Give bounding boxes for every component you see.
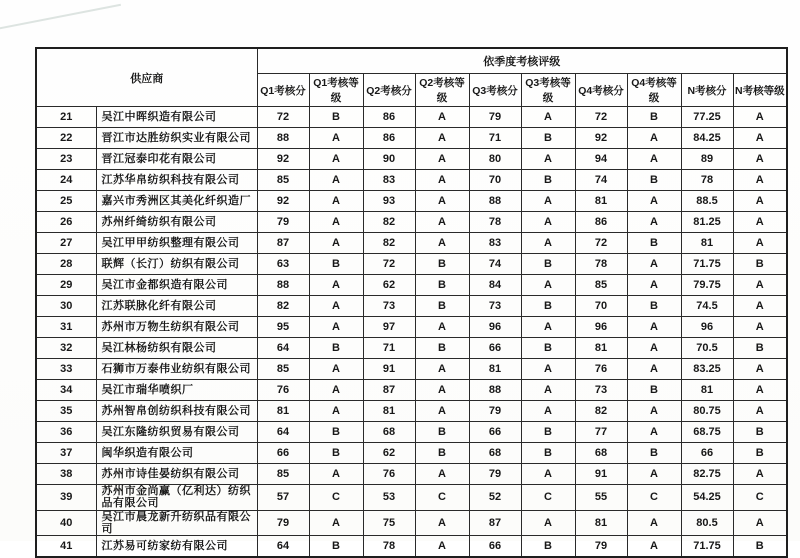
score-cell-Q1考核分: 95 xyxy=(257,317,309,338)
score-cell-N考核分: 84.25 xyxy=(681,128,733,149)
supplier-name: 江苏联脉化纤有限公司 xyxy=(96,296,257,317)
score-cell-Q1考核等级: A xyxy=(309,464,363,485)
table-row xyxy=(36,380,787,401)
supplier-name: 苏州纤绮纺织有限公司 xyxy=(96,212,257,233)
score-cell-N考核等级: A xyxy=(733,380,787,401)
score-cell-Q4考核分: 81 xyxy=(575,191,627,212)
supplier-name: 石狮市万泰伟业纺织有限公司 xyxy=(96,359,257,380)
score-cell-Q2考核等级: A xyxy=(415,128,469,149)
score-cell-N考核等级: C xyxy=(733,485,787,511)
score-cell-Q3考核等级: A xyxy=(521,510,575,536)
score-cell-Q2考核分: 62 xyxy=(363,275,415,296)
score-cell-Q2考核等级: A xyxy=(415,536,469,558)
score-cell-Q2考核等级: B xyxy=(415,296,469,317)
score-cell-Q1考核等级: A xyxy=(309,380,363,401)
score-cell-N考核分: 70.5 xyxy=(681,338,733,359)
score-cell-Q4考核等级: B xyxy=(627,107,681,128)
score-cell-N考核分: 96 xyxy=(681,317,733,338)
score-cell-Q2考核等级: A xyxy=(415,380,469,401)
score-cell-N考核分: 82.75 xyxy=(681,464,733,485)
row-number: 24 xyxy=(36,170,96,191)
score-cell-Q4考核分: 76 xyxy=(575,359,627,380)
table-row xyxy=(36,170,787,191)
score-cell-Q2考核分: 78 xyxy=(363,536,415,558)
table-row xyxy=(36,338,787,359)
score-cell-N考核等级: A xyxy=(733,464,787,485)
score-cell-Q1考核等级: A xyxy=(309,149,363,170)
score-cell-Q2考核分: 72 xyxy=(363,254,415,275)
score-cell-Q3考核分: 87 xyxy=(469,510,521,536)
score-cell-Q1考核等级: A xyxy=(309,233,363,254)
score-cell-Q1考核分: 87 xyxy=(257,233,309,254)
score-cell-Q1考核分: 66 xyxy=(257,443,309,464)
score-cell-N考核等级: A xyxy=(733,317,787,338)
score-cell-Q3考核等级: B xyxy=(521,536,575,558)
supplier-name: 吴江市晨龙新升纺织品有限公司 xyxy=(96,510,257,536)
score-cell-N考核等级: B xyxy=(733,254,787,275)
score-cell-Q3考核分: 66 xyxy=(469,536,521,558)
column-header-7: Q4考核等级 xyxy=(627,74,681,107)
table-row xyxy=(36,275,787,296)
score-cell-Q2考核分: 93 xyxy=(363,191,415,212)
score-cell-Q3考核分: 68 xyxy=(469,443,521,464)
score-cell-Q1考核等级: A xyxy=(309,510,363,536)
score-cell-Q1考核分: 92 xyxy=(257,191,309,212)
score-cell-Q1考核等级: B xyxy=(309,254,363,275)
table-row xyxy=(36,296,787,317)
table-row xyxy=(36,107,787,128)
supplier-name: 晋江市达胜纺织实业有限公司 xyxy=(96,128,257,149)
score-cell-Q2考核分: 87 xyxy=(363,380,415,401)
score-cell-N考核分: 78 xyxy=(681,170,733,191)
score-cell-Q4考核等级: A xyxy=(627,275,681,296)
score-cell-Q2考核等级: A xyxy=(415,317,469,338)
table-row xyxy=(36,510,787,536)
score-cell-Q3考核分: 80 xyxy=(469,149,521,170)
score-cell-Q2考核分: 97 xyxy=(363,317,415,338)
supplier-name: 苏州智帛创纺织科技有限公司 xyxy=(96,401,257,422)
supplier-name: 吴江甲甲纺织整理有限公司 xyxy=(96,233,257,254)
score-cell-Q1考核等级: A xyxy=(309,212,363,233)
score-cell-Q4考核等级: A xyxy=(627,317,681,338)
score-cell-N考核等级: A xyxy=(733,510,787,536)
score-cell-Q3考核等级: B xyxy=(521,128,575,149)
score-cell-Q2考核等级: A xyxy=(415,233,469,254)
score-cell-Q2考核等级: A xyxy=(415,401,469,422)
score-cell-Q4考核等级: A xyxy=(627,338,681,359)
score-cell-Q1考核等级: A xyxy=(309,359,363,380)
score-cell-Q4考核等级: B xyxy=(627,296,681,317)
score-cell-Q4考核分: 70 xyxy=(575,296,627,317)
table-row xyxy=(36,191,787,212)
supplier-name: 联辉（长汀）纺织有限公司 xyxy=(96,254,257,275)
score-cell-Q3考核等级: B xyxy=(521,296,575,317)
score-cell-Q2考核分: 82 xyxy=(363,233,415,254)
row-number: 38 xyxy=(36,464,96,485)
table-row xyxy=(36,149,787,170)
score-cell-Q2考核等级: A xyxy=(415,149,469,170)
score-cell-Q3考核等级: A xyxy=(521,380,575,401)
score-cell-Q2考核分: 86 xyxy=(363,128,415,149)
score-cell-N考核分: 54.25 xyxy=(681,485,733,511)
table-row xyxy=(36,254,787,275)
row-number: 40 xyxy=(36,510,96,536)
score-cell-N考核等级: A xyxy=(733,191,787,212)
score-cell-N考核等级: B xyxy=(733,536,787,558)
score-cell-N考核分: 81.25 xyxy=(681,212,733,233)
score-cell-Q1考核分: 64 xyxy=(257,422,309,443)
supplier-name: 闽华织造有限公司 xyxy=(96,443,257,464)
score-cell-Q1考核分: 81 xyxy=(257,401,309,422)
row-number: 36 xyxy=(36,422,96,443)
score-cell-Q4考核等级: A xyxy=(627,149,681,170)
score-cell-N考核分: 80.5 xyxy=(681,510,733,536)
score-cell-Q4考核分: 72 xyxy=(575,233,627,254)
column-header-4: Q3考核分 xyxy=(469,74,521,107)
column-header-3: Q2考核等级 xyxy=(415,74,469,107)
score-cell-Q3考核等级: A xyxy=(521,275,575,296)
score-cell-Q4考核等级: B xyxy=(627,380,681,401)
row-number: 41 xyxy=(36,536,96,558)
score-cell-Q3考核等级: A xyxy=(521,191,575,212)
score-cell-N考核等级: A xyxy=(733,107,787,128)
score-cell-Q3考核分: 81 xyxy=(469,359,521,380)
score-cell-Q4考核等级: A xyxy=(627,359,681,380)
score-cell-Q3考核等级: B xyxy=(521,422,575,443)
score-cell-Q4考核等级: A xyxy=(627,212,681,233)
score-cell-Q3考核等级: A xyxy=(521,464,575,485)
score-cell-Q2考核等级: A xyxy=(415,464,469,485)
row-number: 23 xyxy=(36,149,96,170)
score-cell-Q2考核等级: B xyxy=(415,422,469,443)
row-number: 29 xyxy=(36,275,96,296)
score-cell-Q3考核等级: A xyxy=(521,359,575,380)
score-cell-N考核等级: A xyxy=(733,275,787,296)
supplier-name: 吴江市金都织造有限公司 xyxy=(96,275,257,296)
row-number: 31 xyxy=(36,317,96,338)
score-cell-N考核等级: A xyxy=(733,212,787,233)
score-cell-Q3考核分: 71 xyxy=(469,128,521,149)
row-number: 21 xyxy=(36,107,96,128)
score-cell-Q1考核分: 82 xyxy=(257,296,309,317)
score-cell-Q4考核分: 86 xyxy=(575,212,627,233)
row-number: 26 xyxy=(36,212,96,233)
score-cell-Q3考核等级: C xyxy=(521,485,575,511)
score-cell-N考核分: 74.5 xyxy=(681,296,733,317)
score-cell-Q1考核等级: A xyxy=(309,401,363,422)
score-cell-Q3考核分: 96 xyxy=(469,317,521,338)
table-row xyxy=(36,401,787,422)
score-cell-Q3考核分: 79 xyxy=(469,401,521,422)
score-cell-Q2考核等级: A xyxy=(415,510,469,536)
score-cell-N考核分: 81 xyxy=(681,233,733,254)
score-cell-Q3考核分: 74 xyxy=(469,254,521,275)
score-cell-Q4考核等级: A xyxy=(627,191,681,212)
score-cell-Q3考核等级: A xyxy=(521,233,575,254)
score-cell-N考核分: 79.75 xyxy=(681,275,733,296)
score-cell-Q3考核分: 73 xyxy=(469,296,521,317)
row-number: 33 xyxy=(36,359,96,380)
table-body xyxy=(36,107,787,558)
supplier-name: 吴江东隆纺织贸易有限公司 xyxy=(96,422,257,443)
score-cell-Q3考核等级: A xyxy=(521,107,575,128)
score-cell-Q1考核等级: B xyxy=(309,338,363,359)
score-cell-Q3考核分: 84 xyxy=(469,275,521,296)
table-row xyxy=(36,422,787,443)
row-number: 28 xyxy=(36,254,96,275)
score-cell-Q2考核等级: B xyxy=(415,275,469,296)
table-row xyxy=(36,212,787,233)
score-cell-N考核分: 71.75 xyxy=(681,536,733,558)
score-cell-Q1考核等级: A xyxy=(309,191,363,212)
score-cell-Q1考核分: 85 xyxy=(257,170,309,191)
score-cell-Q1考核分: 64 xyxy=(257,338,309,359)
column-header-1: Q1考核等级 xyxy=(309,74,363,107)
score-cell-Q1考核等级: B xyxy=(309,443,363,464)
score-cell-N考核分: 88.5 xyxy=(681,191,733,212)
score-cell-Q2考核分: 86 xyxy=(363,107,415,128)
score-cell-Q3考核等级: B xyxy=(521,254,575,275)
score-cell-Q2考核等级: A xyxy=(415,359,469,380)
score-cell-Q4考核分: 73 xyxy=(575,380,627,401)
supplier-name: 晋江冠泰印花有限公司 xyxy=(96,149,257,170)
table-row xyxy=(36,359,787,380)
score-cell-Q4考核分: 68 xyxy=(575,443,627,464)
table-row xyxy=(36,464,787,485)
score-cell-Q1考核分: 92 xyxy=(257,149,309,170)
supplier-name: 吴江市瑞华喷织厂 xyxy=(96,380,257,401)
row-number: 22 xyxy=(36,128,96,149)
score-cell-Q3考核分: 70 xyxy=(469,170,521,191)
score-cell-Q1考核等级: A xyxy=(309,317,363,338)
score-cell-Q3考核等级: A xyxy=(521,401,575,422)
quarterly-rating-header-cell: 依季度考核评级 xyxy=(257,48,787,74)
score-cell-Q4考核分: 91 xyxy=(575,464,627,485)
score-cell-Q3考核分: 88 xyxy=(469,191,521,212)
score-cell-Q1考核等级: C xyxy=(309,485,363,511)
score-cell-Q1考核分: 79 xyxy=(257,212,309,233)
supplier-name: 吴江中晖织造有限公司 xyxy=(96,107,257,128)
score-cell-Q3考核分: 79 xyxy=(469,107,521,128)
score-cell-N考核等级: A xyxy=(733,359,787,380)
score-cell-Q1考核等级: A xyxy=(309,275,363,296)
column-header-8: N考核分 xyxy=(681,74,733,107)
score-cell-Q4考核分: 85 xyxy=(575,275,627,296)
score-cell-Q4考核等级: B xyxy=(627,233,681,254)
supplier-name: 苏州市诗佳晏纺织有限公司 xyxy=(96,464,257,485)
score-cell-Q2考核等级: B xyxy=(415,338,469,359)
score-cell-Q4考核等级: A xyxy=(627,464,681,485)
score-cell-Q4考核分: 77 xyxy=(575,422,627,443)
score-cell-Q3考核分: 66 xyxy=(469,422,521,443)
score-cell-Q4考核等级: A xyxy=(627,422,681,443)
score-cell-N考核分: 89 xyxy=(681,149,733,170)
score-cell-N考核等级: B xyxy=(733,338,787,359)
score-cell-Q2考核等级: B xyxy=(415,443,469,464)
score-cell-Q2考核分: 76 xyxy=(363,464,415,485)
column-header-6: Q4考核分 xyxy=(575,74,627,107)
score-cell-Q2考核等级: A xyxy=(415,212,469,233)
score-cell-Q2考核分: 62 xyxy=(363,443,415,464)
score-cell-N考核分: 71.75 xyxy=(681,254,733,275)
supplier-name: 苏州市金尚赢（亿利达）纺织品有限公司 xyxy=(96,485,257,511)
score-cell-Q3考核等级: A xyxy=(521,317,575,338)
supplier-name: 嘉兴市秀洲区其美化纤织造厂 xyxy=(96,191,257,212)
score-cell-N考核等级: A xyxy=(733,128,787,149)
score-cell-Q3考核分: 52 xyxy=(469,485,521,511)
score-cell-N考核等级: A xyxy=(733,233,787,254)
score-cell-Q2考核分: 90 xyxy=(363,149,415,170)
score-cell-Q2考核分: 82 xyxy=(363,212,415,233)
row-number: 30 xyxy=(36,296,96,317)
supplier-name: 江苏华帛纺织科技有限公司 xyxy=(96,170,257,191)
score-cell-Q2考核等级: A xyxy=(415,170,469,191)
score-cell-Q2考核分: 68 xyxy=(363,422,415,443)
supplier-name: 吴江林杨纺织有限公司 xyxy=(96,338,257,359)
column-header-2: Q2考核分 xyxy=(363,74,415,107)
row-number: 25 xyxy=(36,191,96,212)
score-cell-N考核分: 83.25 xyxy=(681,359,733,380)
score-cell-Q4考核分: 81 xyxy=(575,338,627,359)
supplier-name: 苏州市万物生纺织有限公司 xyxy=(96,317,257,338)
table-row xyxy=(36,485,787,511)
row-number: 39 xyxy=(36,485,96,511)
score-cell-Q1考核分: 72 xyxy=(257,107,309,128)
score-cell-Q2考核分: 75 xyxy=(363,510,415,536)
row-number: 35 xyxy=(36,401,96,422)
score-cell-N考核分: 80.75 xyxy=(681,401,733,422)
score-cell-Q2考核分: 91 xyxy=(363,359,415,380)
score-cell-Q1考核等级: A xyxy=(309,296,363,317)
score-cell-Q1考核等级: A xyxy=(309,128,363,149)
score-cell-N考核等级: A xyxy=(733,296,787,317)
score-cell-Q4考核分: 79 xyxy=(575,536,627,558)
score-cell-Q1考核分: 85 xyxy=(257,464,309,485)
column-header-5: Q3考核等级 xyxy=(521,74,575,107)
score-cell-N考核分: 68.75 xyxy=(681,422,733,443)
score-cell-Q4考核分: 82 xyxy=(575,401,627,422)
score-cell-Q4考核分: 74 xyxy=(575,170,627,191)
score-cell-Q4考核分: 96 xyxy=(575,317,627,338)
score-cell-Q3考核分: 79 xyxy=(469,464,521,485)
score-cell-N考核分: 66 xyxy=(681,443,733,464)
score-cell-N考核等级: A xyxy=(733,149,787,170)
group-header-row xyxy=(36,48,787,74)
score-cell-N考核等级: A xyxy=(733,170,787,191)
score-cell-Q2考核分: 53 xyxy=(363,485,415,511)
score-cell-Q4考核等级: A xyxy=(627,510,681,536)
score-cell-Q4考核等级: C xyxy=(627,485,681,511)
score-cell-Q3考核分: 83 xyxy=(469,233,521,254)
score-cell-Q2考核等级: C xyxy=(415,485,469,511)
score-cell-Q4考核分: 92 xyxy=(575,128,627,149)
score-cell-Q4考核分: 94 xyxy=(575,149,627,170)
row-number: 37 xyxy=(36,443,96,464)
table-row xyxy=(36,317,787,338)
score-cell-Q3考核等级: B xyxy=(521,338,575,359)
score-cell-N考核分: 77.25 xyxy=(681,107,733,128)
score-cell-Q2考核分: 73 xyxy=(363,296,415,317)
score-cell-Q4考核等级: A xyxy=(627,536,681,558)
score-cell-Q4考核等级: B xyxy=(627,170,681,191)
score-cell-Q3考核分: 66 xyxy=(469,338,521,359)
score-cell-Q1考核分: 79 xyxy=(257,510,309,536)
score-cell-Q4考核等级: A xyxy=(627,401,681,422)
score-cell-Q4考核分: 78 xyxy=(575,254,627,275)
supplier-name: 江苏易可纺家纺有限公司 xyxy=(96,536,257,558)
score-cell-Q1考核分: 64 xyxy=(257,536,309,558)
score-cell-Q1考核分: 85 xyxy=(257,359,309,380)
score-cell-Q4考核等级: A xyxy=(627,254,681,275)
score-cell-Q3考核等级: A xyxy=(521,149,575,170)
score-cell-Q1考核等级: B xyxy=(309,536,363,558)
score-cell-Q2考核分: 71 xyxy=(363,338,415,359)
score-cell-Q3考核等级: B xyxy=(521,443,575,464)
score-cell-N考核等级: B xyxy=(733,422,787,443)
score-cell-Q2考核等级: A xyxy=(415,107,469,128)
score-cell-Q3考核等级: A xyxy=(521,212,575,233)
score-cell-Q1考核等级: B xyxy=(309,422,363,443)
score-cell-Q4考核等级: A xyxy=(627,128,681,149)
score-cell-Q4考核分: 72 xyxy=(575,107,627,128)
score-cell-Q2考核分: 81 xyxy=(363,401,415,422)
score-cell-Q1考核分: 63 xyxy=(257,254,309,275)
score-cell-Q3考核分: 88 xyxy=(469,380,521,401)
score-cell-Q1考核分: 76 xyxy=(257,380,309,401)
score-cell-Q4考核分: 55 xyxy=(575,485,627,511)
supplier-header-cell: 供应商 xyxy=(36,48,257,107)
table-row xyxy=(36,128,787,149)
score-cell-Q2考核分: 83 xyxy=(363,170,415,191)
row-number: 34 xyxy=(36,380,96,401)
page-fold-artifact xyxy=(0,4,121,30)
score-cell-N考核等级: A xyxy=(733,401,787,422)
score-cell-Q4考核等级: B xyxy=(627,443,681,464)
score-cell-N考核分: 81 xyxy=(681,380,733,401)
score-cell-Q1考核等级: A xyxy=(309,170,363,191)
row-number: 27 xyxy=(36,233,96,254)
score-cell-Q2考核等级: B xyxy=(415,254,469,275)
score-cell-Q1考核分: 88 xyxy=(257,275,309,296)
score-cell-Q1考核分: 88 xyxy=(257,128,309,149)
score-cell-Q4考核分: 81 xyxy=(575,510,627,536)
score-cell-Q1考核等级: B xyxy=(309,107,363,128)
supplier-assessment-table xyxy=(35,47,788,558)
score-cell-Q2考核等级: A xyxy=(415,191,469,212)
column-header-9: N考核等级 xyxy=(733,74,787,107)
score-cell-N考核等级: B xyxy=(733,443,787,464)
score-cell-Q3考核分: 78 xyxy=(469,212,521,233)
score-cell-Q3考核等级: B xyxy=(521,170,575,191)
column-header-0: Q1考核分 xyxy=(257,74,309,107)
score-cell-Q1考核分: 57 xyxy=(257,485,309,511)
table-row xyxy=(36,443,787,464)
table-row xyxy=(36,536,787,558)
table-row xyxy=(36,233,787,254)
row-number: 32 xyxy=(36,338,96,359)
